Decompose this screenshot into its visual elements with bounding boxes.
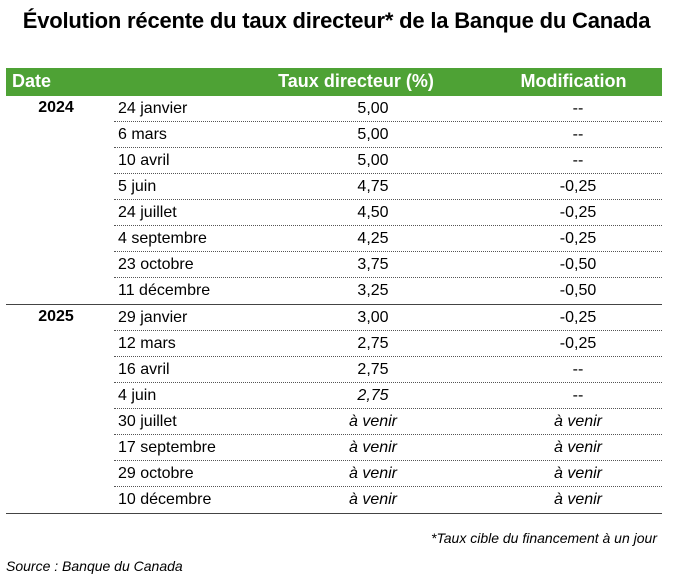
table-row xyxy=(114,305,662,331)
rate-cell: à venir xyxy=(348,465,398,482)
change-cell: à venir xyxy=(553,491,603,508)
table-body xyxy=(6,96,662,514)
change-cell: -0,50 xyxy=(559,282,597,299)
rate-cell: à venir xyxy=(348,491,398,508)
date-cell: 17 septembre xyxy=(118,439,216,456)
rate-cell: 3,25 xyxy=(357,282,389,299)
table-row xyxy=(114,278,662,304)
table-row xyxy=(114,226,662,252)
change-cell: -0,25 xyxy=(559,204,597,221)
date-cell: 10 décembre xyxy=(118,491,212,508)
change-cell: à venir xyxy=(553,439,603,456)
table-row xyxy=(114,331,662,357)
rate-cell: 4,50 xyxy=(357,204,389,221)
date-cell: 24 juillet xyxy=(118,204,177,221)
table-row xyxy=(114,252,662,278)
header-change: Modification xyxy=(520,71,627,91)
change-cell: -0,25 xyxy=(559,309,597,326)
date-cell: 10 avril xyxy=(118,152,170,169)
rate-cell: 2,75 xyxy=(357,335,389,352)
date-cell: 30 juillet xyxy=(118,413,177,430)
table-row xyxy=(114,383,662,409)
rate-cell: 5,00 xyxy=(357,152,389,169)
table-row xyxy=(114,409,662,435)
change-cell: -- xyxy=(572,387,584,404)
year-label: 2024 xyxy=(38,99,74,116)
change-cell: -0,25 xyxy=(559,230,597,247)
table-header xyxy=(6,68,662,96)
rate-cell: 3,00 xyxy=(357,309,389,326)
date-cell: 4 septembre xyxy=(118,230,207,247)
year-group xyxy=(6,96,662,305)
date-cell: 24 janvier xyxy=(118,100,188,117)
change-cell: -0,50 xyxy=(559,256,597,273)
rate-cell: 4,25 xyxy=(357,230,389,247)
rate-cell: 3,75 xyxy=(357,256,389,273)
rate-cell: 5,00 xyxy=(357,100,389,117)
change-cell: -- xyxy=(572,152,584,169)
change-cell: -- xyxy=(572,361,584,378)
date-cell: 6 mars xyxy=(118,126,167,143)
table-row xyxy=(114,122,662,148)
date-cell: 29 octobre xyxy=(118,465,194,482)
table-row xyxy=(114,435,662,461)
date-cell: 5 juin xyxy=(118,178,157,195)
rate-table xyxy=(6,68,662,514)
header-date: Date xyxy=(12,71,52,91)
date-cell: 16 avril xyxy=(118,361,170,378)
header-rate: Taux directeur (%) xyxy=(278,71,434,91)
rate-cell: à venir xyxy=(348,439,398,456)
year-label: 2025 xyxy=(38,308,74,325)
change-cell: -- xyxy=(572,100,584,117)
date-cell: 12 mars xyxy=(118,335,176,352)
date-cell: 4 juin xyxy=(118,387,157,404)
table-row xyxy=(114,96,662,122)
table-row xyxy=(114,357,662,383)
rate-cell: 2,75 xyxy=(357,361,389,378)
source-note: Source : Banque du Canada xyxy=(6,558,183,574)
footnote: *Taux cible du financement à un jour xyxy=(431,530,657,546)
rate-cell: 2,75 xyxy=(357,387,389,404)
change-cell: -- xyxy=(572,126,584,143)
table-row xyxy=(114,174,662,200)
table-row xyxy=(114,461,662,487)
table-row xyxy=(114,148,662,174)
table-row xyxy=(114,487,662,513)
change-cell: -0,25 xyxy=(559,335,597,352)
date-cell: 11 décembre xyxy=(118,282,211,299)
page-title: Évolution récente du taux directeur* de la Banque du Canada xyxy=(22,8,651,33)
change-cell: à venir xyxy=(553,413,603,430)
year-group xyxy=(6,305,662,514)
rate-cell: à venir xyxy=(348,413,398,430)
rate-cell: 4,75 xyxy=(357,178,389,195)
change-cell: à venir xyxy=(553,465,603,482)
date-cell: 29 janvier xyxy=(118,309,188,326)
date-cell: 23 octobre xyxy=(118,256,194,273)
table-row xyxy=(114,200,662,226)
change-cell: -0,25 xyxy=(559,178,597,195)
rate-cell: 5,00 xyxy=(357,126,389,143)
